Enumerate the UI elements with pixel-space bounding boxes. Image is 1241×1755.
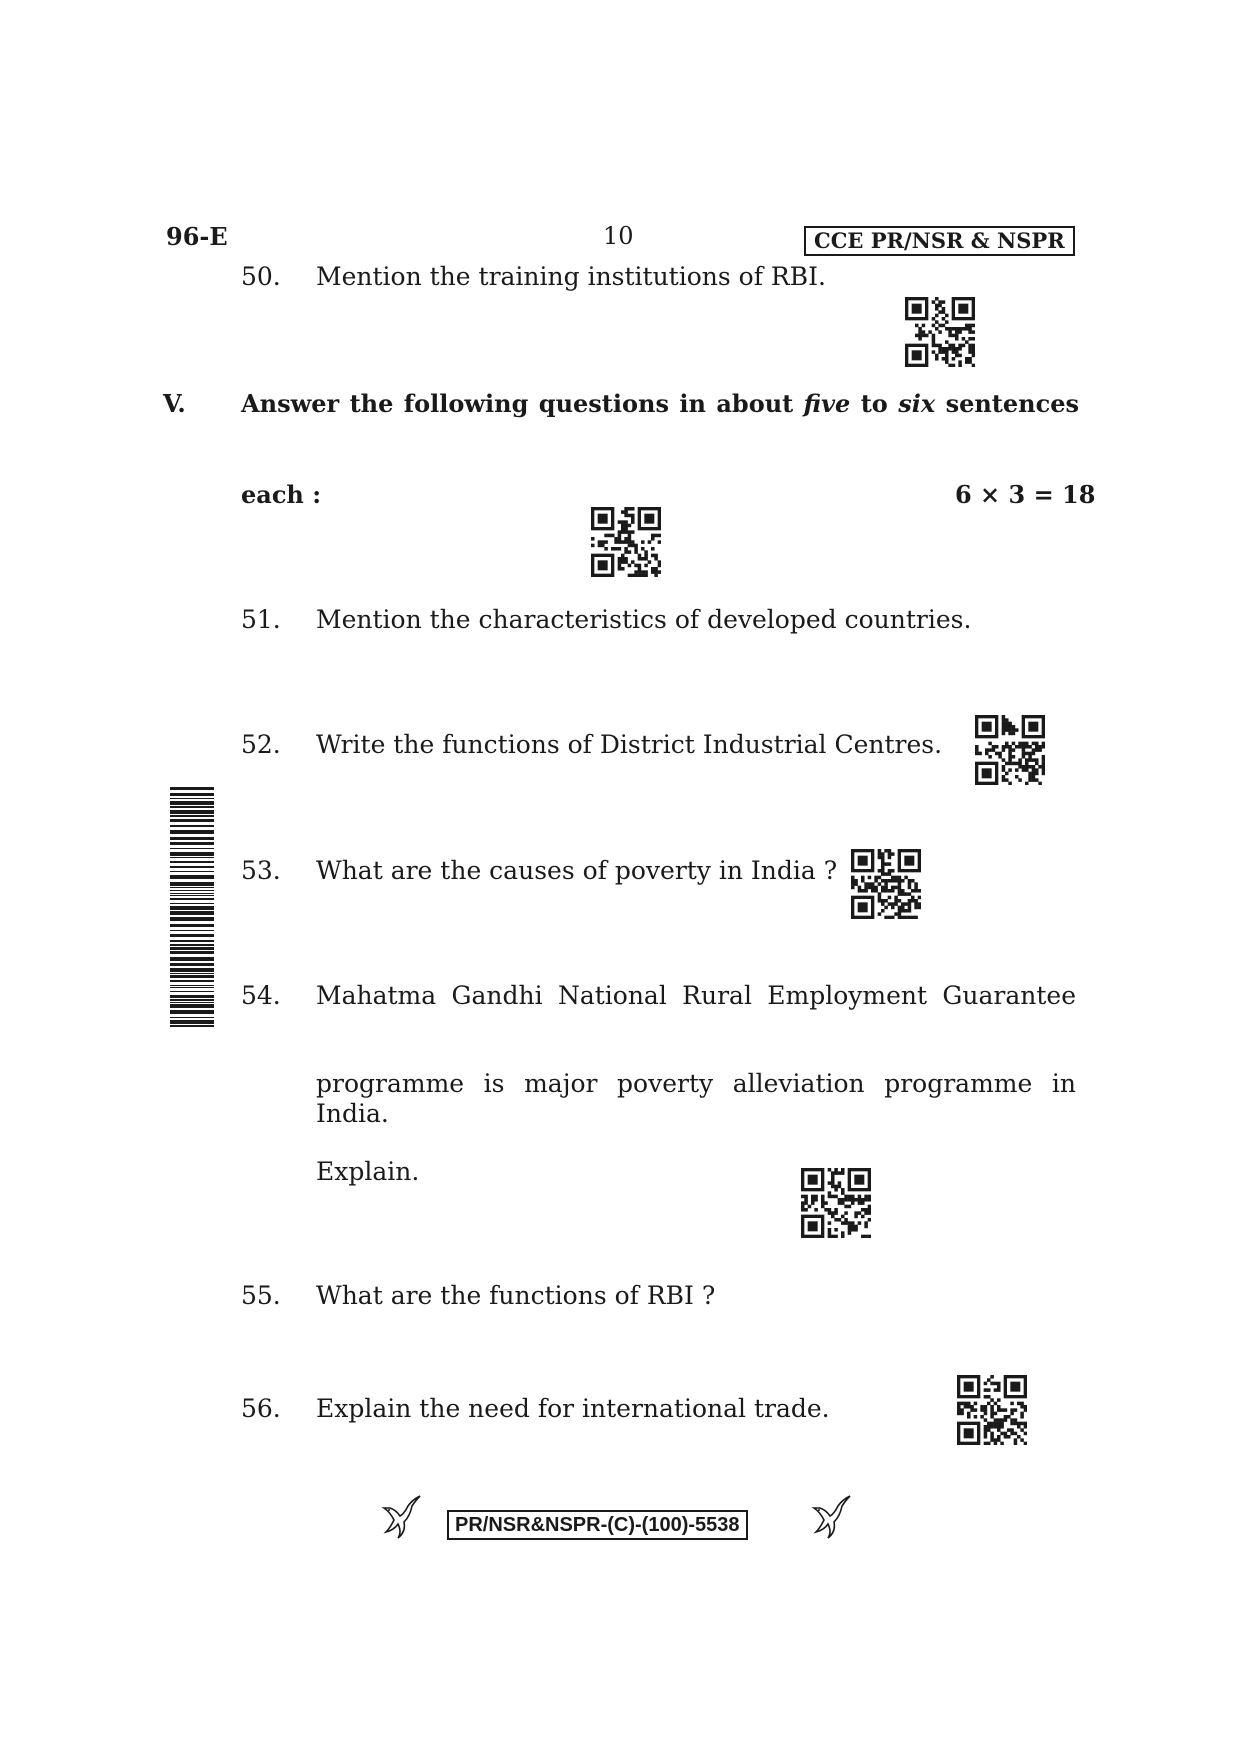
qr-code-icon [905,297,975,367]
question-text-line: Explain. [316,1157,420,1186]
dove-icon [376,1492,422,1540]
qr-code-icon [957,1375,1027,1445]
section-instruction-each: each : [241,480,322,509]
instruction-word: about [716,389,794,418]
qr-code-icon [801,1168,871,1238]
question-text-line: Mahatma Gandhi National Rural Employment Guarantee [316,981,1076,1010]
instruction-word: the [349,389,394,418]
question-text: Explain the need for international trade. [316,1394,830,1423]
section-marks: 6 × 3 = 18 [955,480,1096,509]
instruction-word: in [679,389,706,418]
dove-icon [806,1492,852,1540]
instruction-word: sentences [945,389,1079,418]
question-text: What are the functions of RBI ? [316,1281,716,1310]
qr-code-icon [975,715,1045,785]
instruction-word: questions [538,389,669,418]
qr-code-icon [591,507,661,577]
barcode-icon [170,787,214,1027]
question-number: 51. [241,605,281,634]
qr-code-icon [851,849,921,919]
question-text-line: programme is major poverty alleviation programme in India. [316,1069,1076,1128]
section-number: V. [163,389,186,418]
question-text: Mention the training institutions of RBI. [316,262,826,291]
footer-code-box: PR/NSR&NSPR-(C)-(100)-5538 [447,1510,748,1540]
instruction-word: following [403,389,529,418]
question-number: 54. [241,981,281,1010]
question-number: 56. [241,1394,281,1423]
paper-code: 96-E [166,222,228,251]
question-text: Mention the characteristics of developed countries. [316,605,972,634]
question-number: 53. [241,856,281,885]
instruction-word-five: five [803,389,851,418]
question-number: 50. [241,262,281,291]
exam-label-box: CCE PR/NSR & NSPR [804,226,1075,256]
question-number: 55. [241,1281,281,1310]
instruction-word: to [860,389,888,418]
page-number: 10 [603,222,634,250]
instruction-word: Answer [241,389,340,418]
question-number: 52. [241,730,281,759]
instruction-word-six: six [898,389,936,418]
question-text: Write the functions of District Industrial Centres. [316,730,943,759]
question-text: What are the causes of poverty in India ? [316,856,838,885]
section-instruction [241,389,1079,418]
